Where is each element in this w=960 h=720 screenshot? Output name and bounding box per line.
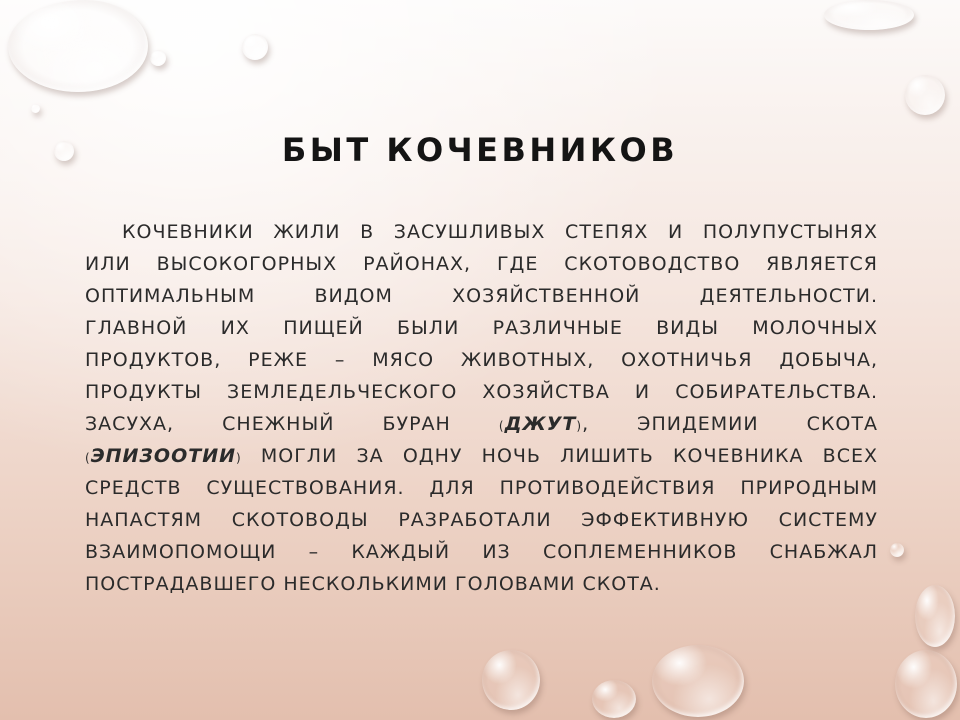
body-line <box>85 408 878 440</box>
water-droplet-icon <box>482 650 540 710</box>
water-droplet-icon <box>895 650 957 718</box>
water-droplet-icon <box>8 0 148 92</box>
body-line: ИЛИ ВЫСОКОГОРНЫХ РАЙОНАХ, ГДЕ СКОТОВОДСТВО ЯВЛЯЕТСЯ <box>85 253 878 275</box>
body-line <box>85 440 878 472</box>
body-text-segment: ЗАСУХА, СНЕЖНЫЙ БУРАН <box>85 413 499 435</box>
water-droplet-icon <box>915 585 955 647</box>
open-parenthesis: ( <box>498 419 505 433</box>
water-droplet-icon <box>592 680 636 718</box>
highlighted-term: ДЖУТ <box>504 413 577 435</box>
highlighted-term: ЭПИЗООТИИ <box>90 445 236 467</box>
close-parenthesis: ) <box>236 451 242 465</box>
body-line: ПРОДУКТОВ, РЕЖЕ – МЯСО ЖИВОТНЫХ, ОХОТНИЧЬЯ ДОБЫЧА, <box>85 349 878 371</box>
body-line: ГЛАВНОЙ ИХ ПИЩЕЙ БЫЛИ РАЗЛИЧНЫЕ ВИДЫ МОЛОЧНЫХ <box>85 317 878 339</box>
water-droplet-icon <box>652 645 744 717</box>
body-line: НАПАСТЯМ СКОТОВОДЫ РАЗРАБОТАЛИ ЭФФЕКТИВНУЮ СИСТЕМУ <box>85 509 878 531</box>
water-droplet-icon <box>242 34 268 60</box>
slide-body-text <box>85 216 878 600</box>
water-droplet-icon <box>905 75 945 115</box>
water-droplet-icon <box>150 50 166 66</box>
close-parenthesis: ) <box>576 419 583 433</box>
water-droplet-icon <box>890 543 904 557</box>
body-line: ВЗАИМОПОМОЩИ – КАЖДЫЙ ИЗ СОПЛЕМЕННИКОВ СНАБЖАЛ <box>85 541 878 563</box>
body-line: ПРОДУКТЫ ЗЕМЛЕДЕЛЬЧЕСКОГО ХОЗЯЙСТВА И СОБИРАТЕЛЬСТВА. <box>85 381 878 403</box>
body-line: ОПТИМАЛЬНЫМ ВИДОМ ХОЗЯЙСТВЕННОЙ ДЕЯТЕЛЬНОСТИ. <box>85 285 878 307</box>
body-text-segment: МОГЛИ ЗА ОДНУ НОЧЬ ЛИШИТЬ КОЧЕВНИКА ВСЕХ <box>241 445 878 467</box>
slide-title: БЫТ КОЧЕВНИКОВ <box>281 131 679 169</box>
body-line: СРЕДСТВ СУЩЕСТВОВАНИЯ. ДЛЯ ПРОТИВОДЕЙСТВИЯ ПРИРОДНЫМ <box>85 477 878 499</box>
body-text-segment: , ЭПИДЕМИИ СКОТА <box>582 413 878 435</box>
water-droplet-icon <box>31 104 40 113</box>
water-droplet-icon <box>824 0 914 30</box>
body-line: ПОСТРАДАВШЕГО НЕСКОЛЬКИМИ ГОЛОВАМИ СКОТА. <box>85 573 661 595</box>
body-line: КОЧЕВНИКИ ЖИЛИ В ЗАСУШЛИВЫХ СТЕПЯХ И ПОЛУПУСТЫНЯХ <box>122 221 878 243</box>
open-parenthesis: ( <box>85 451 91 465</box>
